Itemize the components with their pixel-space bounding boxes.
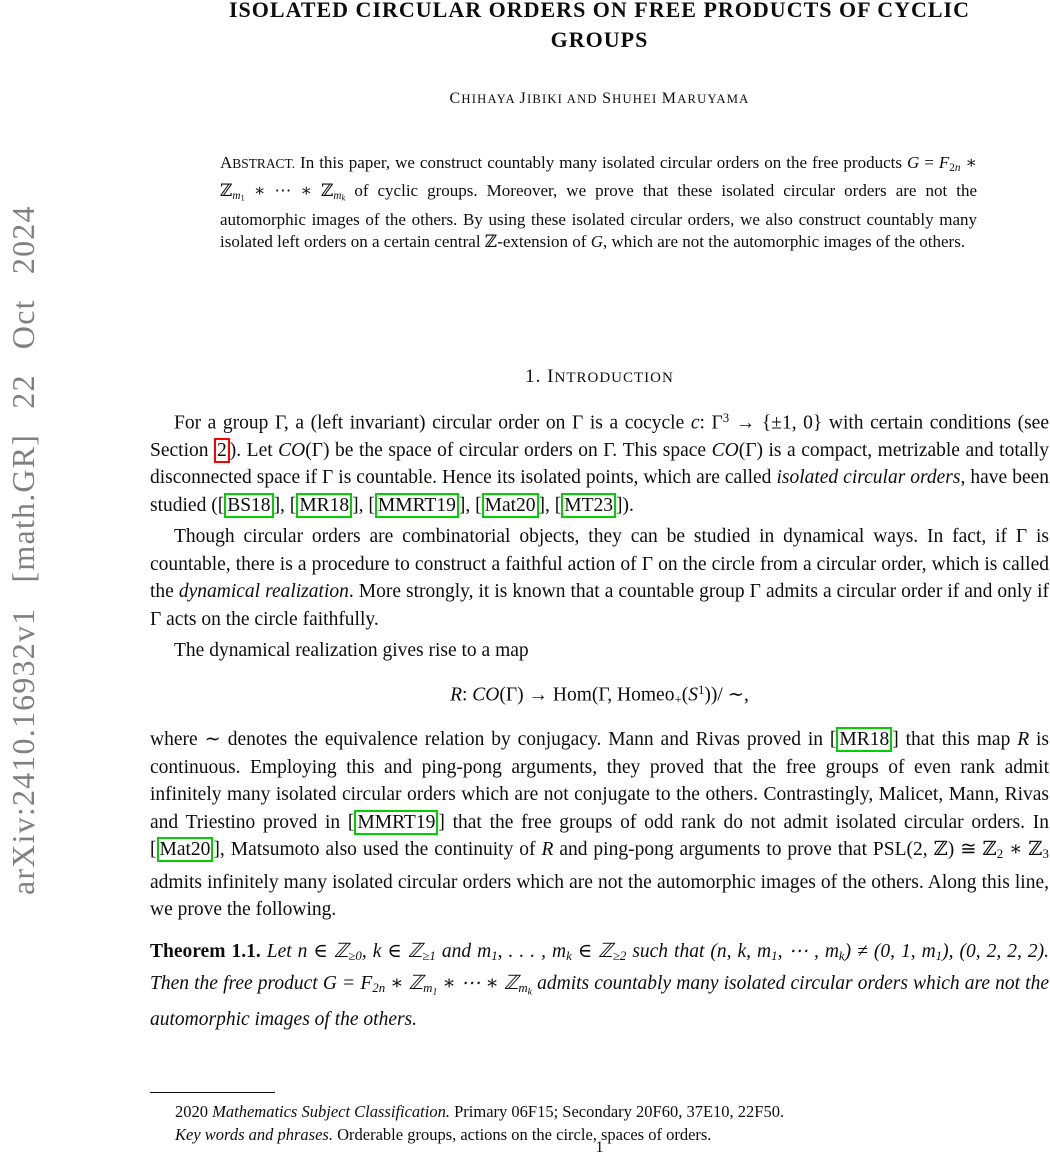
- citation-link[interactable]: MMRT19: [375, 493, 459, 518]
- paper-title: [150, 0, 1049, 55]
- paragraph-4: [150, 726, 1049, 924]
- text-segment: admits countably many isolated circular orders which are not the automorphic images of the others.: [150, 973, 1049, 1031]
- introduction-body: [150, 405, 1049, 1038]
- text-segment: m: [518, 981, 528, 996]
- text-segment: . More strongly, it is known that a countable group Γ admits a circular order if and only if Γ acts on the circle faithfully.: [150, 581, 1049, 630]
- text-segment: CO: [278, 439, 306, 461]
- text-segment: admits infinitely many isolated circular orders which are not the automorphic images of the others. Along this line, we prove the following.: [150, 871, 1049, 921]
- display-equation: [150, 677, 1049, 714]
- page-number: 1: [595, 1139, 604, 1156]
- text-segment: where ∼ denotes the equivalence relation by conjugacy. Mann and Rivas proved in [: [150, 729, 837, 751]
- text-segment: 1: [491, 948, 498, 963]
- text-segment: ∗ ⋯ ∗ ℤ: [437, 973, 519, 995]
- text-segment: isolated circular orders: [776, 467, 961, 489]
- text-segment: 3: [1042, 847, 1049, 862]
- text-segment: HUHEI: [612, 92, 662, 106]
- text-segment: CO: [472, 684, 500, 706]
- text-segment: 1: [432, 986, 438, 998]
- text-segment: ]).: [616, 494, 634, 516]
- text-segment: ], [: [538, 494, 562, 516]
- text-segment: +: [674, 692, 682, 707]
- text-segment: ≥0: [348, 948, 362, 963]
- text-segment: (Γ) → Hom(Γ, Homeo: [499, 684, 675, 706]
- text-segment: ≥2: [612, 948, 627, 963]
- text-segment: NTRODUCTION: [554, 370, 674, 386]
- text-segment: A: [220, 153, 233, 172]
- text-segment: and ping-pong arguments to prove that PSL(2, ℤ) ≅ ℤ: [553, 839, 997, 861]
- text-segment: Mathematics Subject Classification.: [212, 1102, 450, 1121]
- paragraph-3: [150, 637, 1049, 665]
- citation-link[interactable]: MMRT19: [354, 810, 438, 835]
- text-segment: → {±1, 0} with certain conditions (see Section: [150, 412, 1049, 461]
- text-segment: 3: [722, 411, 730, 425]
- text-segment: dynamical realization: [178, 581, 349, 603]
- paragraph-1: [150, 405, 1049, 519]
- text-segment: R: [1017, 729, 1030, 751]
- text-segment: R: [541, 839, 554, 861]
- text-segment: S: [688, 684, 698, 706]
- citation-link[interactable]: MT23: [561, 493, 616, 518]
- text-segment: m: [333, 189, 342, 202]
- text-segment: ≥1: [422, 948, 436, 963]
- abstract-text: [220, 152, 977, 252]
- footnote-rule: [150, 1092, 275, 1093]
- text-segment: , which are not the automorphic images of the others.: [602, 231, 966, 251]
- text-segment: IBIKI: [526, 92, 567, 106]
- text-segment: Though circular orders are combinatorial objects, they can be studied in dynamical ways. In fact, if Γ is countable, there is a procedure to construct a faithful action of Γ on the circle from a circular order, which is called the: [150, 526, 1049, 603]
- text-segment: R: [450, 684, 462, 706]
- text-segment: k: [838, 948, 845, 963]
- text-segment: k: [566, 948, 572, 963]
- text-segment: 2: [996, 847, 1004, 862]
- text-segment: ) ≠ (0, 1, m: [844, 940, 936, 962]
- text-segment: n: [954, 161, 961, 174]
- text-segment: C: [449, 90, 462, 107]
- citation-link[interactable]: Mat20: [157, 837, 214, 862]
- theorem-1-1: [150, 938, 1049, 1034]
- section-ref-link[interactable]: 2: [214, 438, 230, 463]
- text-segment: ], [: [273, 494, 297, 516]
- text-segment: M: [661, 90, 678, 107]
- text-segment: m: [232, 189, 241, 202]
- citation-link[interactable]: MR18: [836, 727, 892, 752]
- text-segment: 2020: [175, 1102, 213, 1121]
- text-segment: S: [602, 90, 613, 107]
- text-segment: 2: [949, 161, 955, 174]
- text-segment: CO: [711, 439, 739, 461]
- text-segment: HIHAYA: [461, 92, 520, 106]
- text-segment: F: [938, 153, 950, 172]
- citation-link[interactable]: BS18: [224, 493, 273, 518]
- citation-link[interactable]: Mat20: [482, 493, 539, 518]
- text-segment: (: [681, 684, 689, 706]
- text-segment: Key words and phrases.: [175, 1125, 333, 1144]
- paper-title-line2: GROUPS: [550, 27, 649, 52]
- text-segment: m: [423, 981, 433, 996]
- text-segment: and m: [435, 940, 492, 962]
- text-segment: For a group Γ, a (left invariant) circular order on Γ is a cocycle: [174, 412, 691, 434]
- text-segment: 1: [240, 192, 245, 203]
- paper-title-line1: ISOLATED CIRCULAR ORDERS ON FREE PRODUCTS OF CYCLIC: [228, 0, 971, 22]
- text-segment: : Γ: [699, 412, 723, 434]
- arxiv-watermark: arXiv:2410.16932v1 [math.GR] 22 Oct 2024: [5, 205, 41, 895]
- text-segment: G: [590, 231, 603, 251]
- section-heading: [150, 366, 1049, 388]
- text-segment: Theorem 1.1.: [150, 940, 261, 962]
- text-segment: (Γ) is a compact, metrizable and totally disconnected space if Γ is countable. Hence its isolated points, which are called: [150, 439, 1049, 489]
- text-segment: ] that the free groups of odd rank do not admit isolated circular orders. In [: [150, 811, 1049, 861]
- text-segment: J: [519, 90, 527, 107]
- text-segment: ∗ ℤ: [1003, 839, 1043, 861]
- text-segment: 2n: [372, 981, 386, 996]
- text-segment: BSTRACT.: [232, 156, 296, 171]
- text-segment: k: [527, 986, 532, 998]
- text-segment: In this paper, we construct countably many isolated circular orders on the free products: [295, 153, 907, 172]
- text-segment: 1: [697, 682, 705, 697]
- text-segment: , have been studied ([: [150, 467, 1050, 516]
- text-segment: (Γ) be the space of circular orders on Γ. This space: [305, 439, 712, 461]
- text-segment: 1: [935, 948, 943, 963]
- text-segment: Let n ∈ ℤ: [260, 940, 349, 962]
- text-segment: AND: [566, 92, 603, 106]
- text-segment: ], [: [458, 494, 482, 516]
- text-segment: 1. I: [525, 366, 555, 387]
- text-segment: The dynamical realization gives rise to a map: [174, 640, 529, 662]
- text-segment: ARUYAMA: [677, 92, 750, 106]
- text-segment: Primary 06F15; Secondary 20F60, 37E10, 22F50.: [449, 1102, 785, 1121]
- text-segment: of cyclic groups. Moreover, we prove that these isolated circular orders are not the automorphic images of the others. By using these isolated circular orders, we also construct countably many isolated left orders on a certain central ℤ-extension of: [220, 180, 977, 251]
- paragraph-2: [150, 523, 1049, 633]
- text-segment: ∗ ℤ: [385, 973, 424, 995]
- text-segment: ). Let: [229, 439, 279, 461]
- text-segment: ), (0, 2, 2, 2). Then the free product G = F: [150, 940, 1049, 995]
- text-segment: , . . . , m: [497, 940, 567, 962]
- text-segment: , k ∈ ℤ: [361, 940, 423, 962]
- paper-authors: [150, 90, 1049, 108]
- text-segment: ))/ ∼,: [704, 684, 749, 706]
- text-segment: ∗ ⋯ ∗ ℤ: [244, 180, 334, 200]
- text-segment: ∈ ℤ: [571, 940, 613, 962]
- text-segment: ∗ ℤ: [220, 153, 977, 200]
- text-segment: k: [341, 192, 346, 203]
- text-segment: such that (n, k, m: [626, 940, 772, 962]
- text-segment: , ⋯ , m: [777, 940, 839, 962]
- text-segment: Orderable groups, actions on the circle, spaces of orders.: [332, 1125, 712, 1144]
- text-segment: is continuous. Employing this and ping-pong arguments, they proved that the free groups of even rank admit infinitely many isolated circular orders which are not conjugate to the others. Contrastingly, Malicet, Mann, Rivas and Triestino proved in [: [150, 729, 1049, 833]
- citation-link[interactable]: MR18: [296, 493, 352, 518]
- text-segment: c: [690, 412, 700, 434]
- text-segment: G: [906, 153, 920, 172]
- text-segment: =: [919, 153, 939, 172]
- text-segment: ], [: [352, 494, 375, 516]
- text-segment: :: [461, 684, 473, 706]
- text-segment: 1: [771, 948, 778, 963]
- text-segment: ], Matsumoto also used the continuity of: [213, 839, 542, 861]
- footnote-msc: [150, 1100, 1049, 1123]
- text-segment: ] that this map: [892, 729, 1018, 751]
- footnote-area: [150, 1092, 1049, 1146]
